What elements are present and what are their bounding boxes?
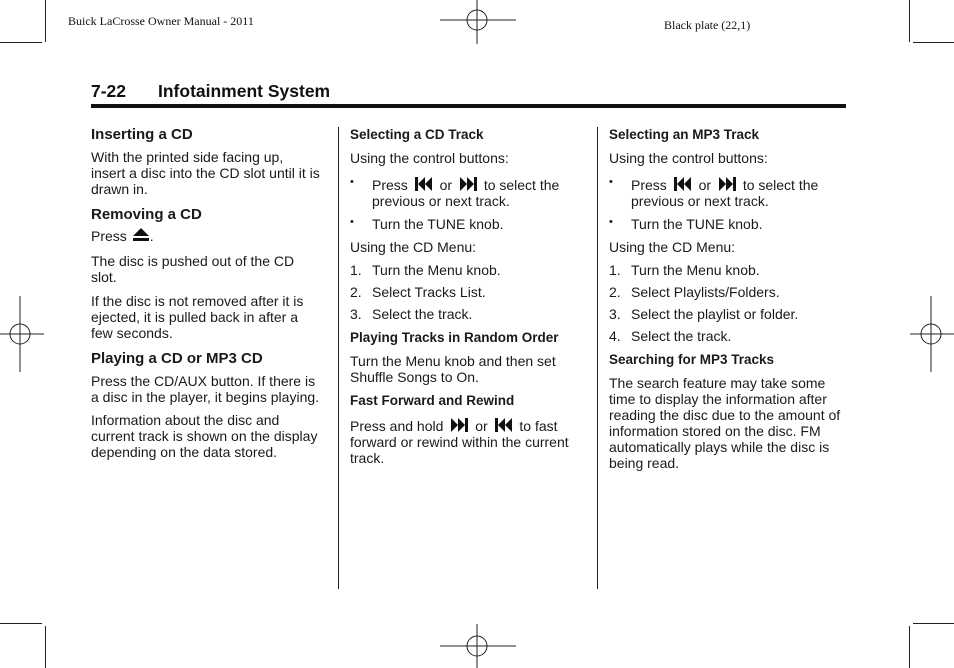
heading-playing-cd: Playing a CD or MP3 CD <box>91 350 263 367</box>
seek-next-icon <box>717 176 737 192</box>
crop-mark <box>45 0 46 42</box>
seek-next-icon <box>449 417 469 433</box>
crop-mark <box>45 626 46 668</box>
crop-mark <box>0 623 42 624</box>
eject-icon <box>132 227 150 243</box>
list-item <box>609 216 845 232</box>
step-text: Select the track. <box>631 328 732 344</box>
step-number: 2. <box>609 284 621 300</box>
step-number: 1. <box>350 262 362 278</box>
press-text: Press <box>91 228 127 244</box>
search-text: The search feature may take some time to display the information after reading the disc due to the amount of information stored on the disc. FM automatically plays while the disc is being read. <box>609 375 841 471</box>
or-text: or <box>475 418 488 434</box>
page-number: 7-22 <box>91 81 127 101</box>
bullet: • <box>609 176 613 188</box>
using-control-buttons: Using the control buttons: <box>609 150 768 166</box>
press-text: Press <box>631 177 667 193</box>
using-cd-menu: Using the CD Menu: <box>350 239 477 255</box>
list-item <box>350 216 586 232</box>
registration-mark-left <box>0 296 44 372</box>
removing-text-2: If the disc is not removed after it is ejected, it is pulled back in after a few seconds. <box>91 293 304 341</box>
press-end: . <box>149 228 154 244</box>
registration-mark-top <box>440 0 516 44</box>
crop-mark <box>909 626 910 668</box>
heading-inserting-cd: Inserting a CD <box>91 126 193 143</box>
step-item <box>609 284 845 300</box>
seek-previous-icon <box>414 176 434 192</box>
select-track-text: to select the previous or next track. <box>372 177 560 209</box>
step-text: Turn the Menu knob. <box>372 262 501 278</box>
section-title: Infotainment System <box>158 81 331 101</box>
heading-searching-mp3: Searching for MP3 Tracks <box>609 352 775 367</box>
step-item <box>350 284 586 300</box>
or-text: or <box>698 177 712 193</box>
crop-mark <box>913 42 954 43</box>
removing-press <box>91 227 321 244</box>
list-item <box>350 176 586 209</box>
seek-previous-icon <box>673 176 693 192</box>
step-number: 4. <box>609 328 621 344</box>
heading-selecting-cd-track: Selecting a CD Track <box>350 127 484 142</box>
or-text: or <box>439 177 453 193</box>
step-item <box>350 306 586 322</box>
crop-mark <box>913 623 954 624</box>
column-2 <box>350 127 586 473</box>
step-item <box>609 306 845 322</box>
step-number: 3. <box>350 306 362 322</box>
bullet: • <box>350 216 354 228</box>
column-divider <box>597 127 598 589</box>
removing-text-1: The disc is pushed out of the CD slot. <box>91 253 295 285</box>
using-cd-menu: Using the CD Menu: <box>609 239 736 255</box>
heading-removing-cd: Removing a CD <box>91 206 202 223</box>
list-item <box>609 176 845 209</box>
select-track-text: to select the previous or next track. <box>631 177 819 209</box>
step-item <box>609 328 845 344</box>
column-1 <box>91 127 321 467</box>
bullet: • <box>350 176 354 188</box>
step-text: Select Playlists/Folders. <box>631 284 780 300</box>
column-3 <box>609 127 845 478</box>
step-item <box>609 262 845 278</box>
step-text: Select the playlist or folder. <box>631 306 799 322</box>
bullet: • <box>609 216 613 228</box>
plate-number: Black plate (22,1) <box>664 18 751 32</box>
section-header <box>91 80 846 108</box>
seek-next-icon <box>458 176 478 192</box>
step-number: 2. <box>350 284 362 300</box>
fast-forward-text <box>350 417 586 466</box>
heading-selecting-mp3-track: Selecting an MP3 Track <box>609 127 760 142</box>
column-divider <box>338 127 339 589</box>
step-number: 1. <box>609 262 621 278</box>
tune-knob-text: Turn the TUNE knob. <box>631 216 763 232</box>
tune-knob-text: Turn the TUNE knob. <box>372 216 504 232</box>
crop-mark <box>909 0 910 42</box>
registration-mark-right <box>910 296 954 372</box>
step-text: Select the track. <box>372 306 473 322</box>
registration-mark-bottom <box>440 624 516 668</box>
fast-forward-rest: to fast forward or rewind within the current track. <box>350 418 569 466</box>
step-text: Turn the Menu knob. <box>631 262 760 278</box>
step-text: Select Tracks List. <box>372 284 486 300</box>
heading-random-order: Playing Tracks in Random Order <box>350 330 559 345</box>
crop-mark <box>0 42 42 43</box>
playing-text-1: Press the CD/AUX button. If there is a disc in the player, it begins playing. <box>91 373 320 405</box>
heading-fast-forward: Fast Forward and Rewind <box>350 393 515 408</box>
seek-previous-icon <box>494 417 514 433</box>
random-text: Turn the Menu knob and then set Shuffle Songs to On. <box>350 353 556 385</box>
using-control-buttons: Using the control buttons: <box>350 150 509 166</box>
step-number: 3. <box>609 306 621 322</box>
inserting-text: With the printed side facing up, insert a disc into the CD slot until it is drawn in. <box>91 149 320 197</box>
press-hold-text: Press and hold <box>350 418 444 434</box>
step-item <box>350 262 586 278</box>
manual-plate-title: Buick LaCrosse Owner Manual - 2011 <box>68 14 254 28</box>
press-text: Press <box>372 177 408 193</box>
playing-text-2: Information about the disc and current track is shown on the display depending on the data stored. <box>91 412 318 460</box>
